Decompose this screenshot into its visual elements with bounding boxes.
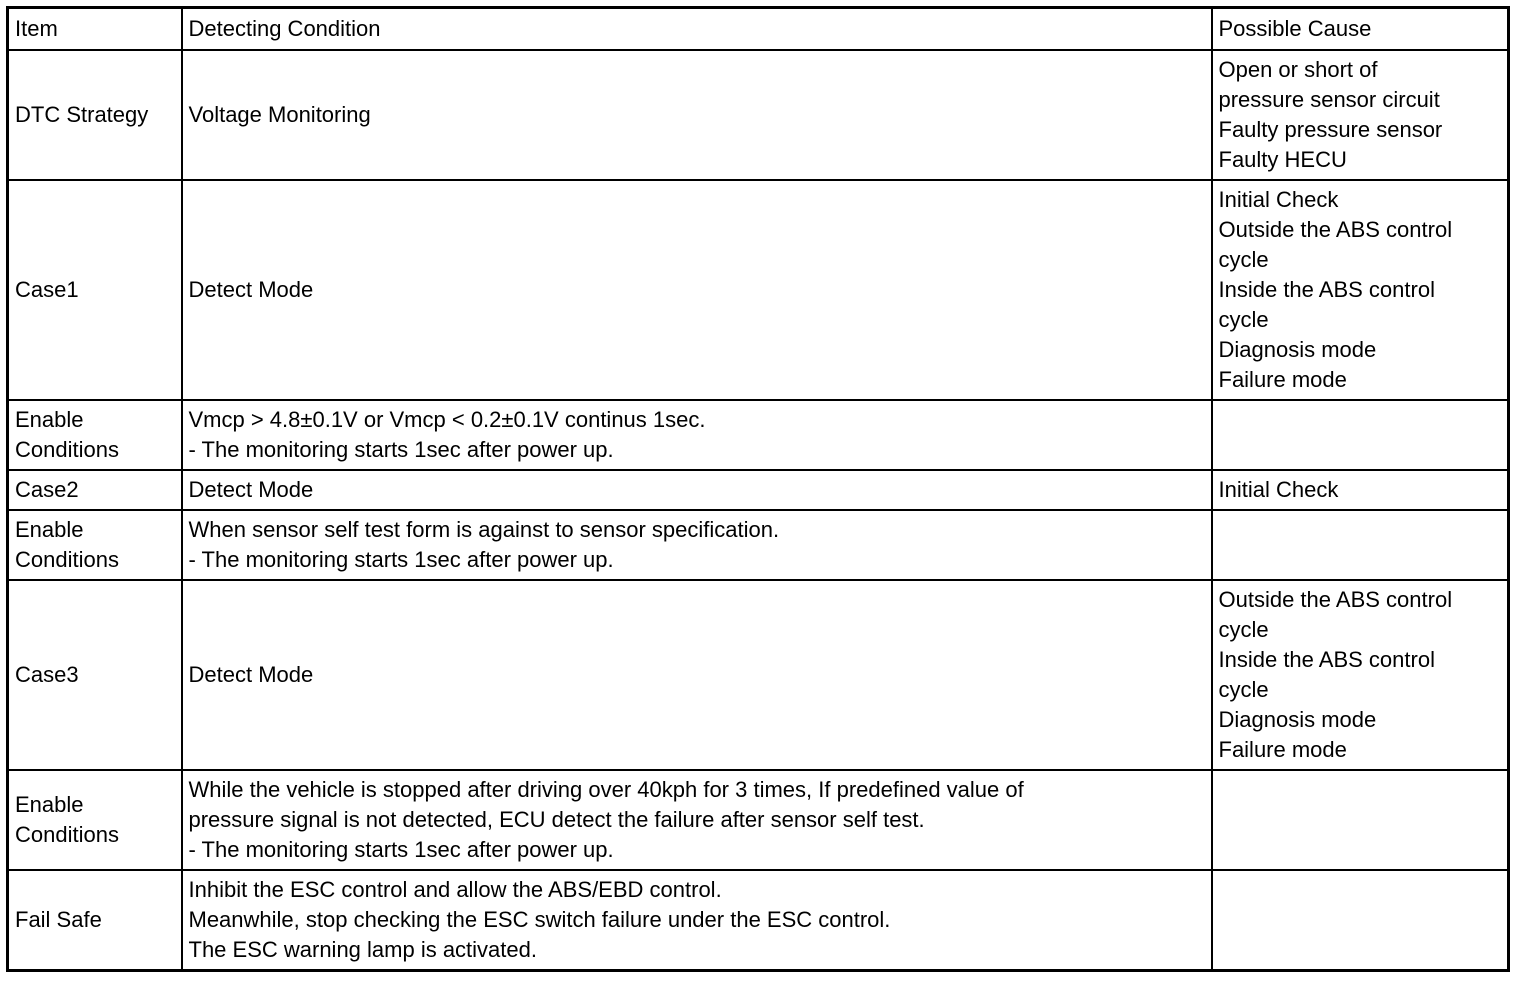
detecting-condition-cell bbox=[182, 870, 1212, 971]
cell-line: The ESC warning lamp is activated. bbox=[188, 937, 537, 962]
cell-line: Open or short of bbox=[1218, 57, 1378, 82]
item-cell bbox=[8, 770, 182, 870]
table-row bbox=[8, 470, 1509, 510]
cell-line: Enable bbox=[15, 517, 84, 542]
cell-line: While the vehicle is stopped after driving over 40kph for 3 times, If predefined value of bbox=[188, 777, 1024, 802]
cell-line: cycle bbox=[1218, 307, 1269, 332]
cell-line: cycle bbox=[1218, 617, 1269, 642]
cell-line: Inside the ABS control bbox=[1218, 647, 1435, 672]
detecting-condition-cell bbox=[182, 510, 1212, 580]
dtc-table bbox=[6, 6, 1510, 972]
cell-line: Detect Mode bbox=[188, 662, 314, 687]
item-cell bbox=[8, 870, 182, 971]
cell-line: Detect Mode bbox=[188, 477, 314, 502]
cell-line: Case2 bbox=[15, 477, 79, 502]
cell-line: - The monitoring starts 1sec after power up. bbox=[188, 547, 614, 572]
table-row bbox=[8, 400, 1509, 470]
table-header-row bbox=[8, 8, 1509, 51]
detecting-condition-cell bbox=[182, 400, 1212, 470]
header-item: Item bbox=[8, 8, 182, 51]
cell-line: Faulty HECU bbox=[1218, 147, 1347, 172]
detecting-condition-cell bbox=[182, 180, 1212, 400]
possible-cause-cell bbox=[1212, 470, 1509, 510]
cell-line: Inhibit the ESC control and allow the ABS/EBD control. bbox=[188, 877, 722, 902]
cell-line: Case3 bbox=[15, 662, 79, 687]
cell-line: When sensor self test form is against to sensor specification. bbox=[188, 517, 780, 542]
table-row bbox=[8, 50, 1509, 180]
table-body bbox=[8, 8, 1509, 971]
cell-line: cycle bbox=[1218, 677, 1269, 702]
cell-line: Enable bbox=[15, 407, 84, 432]
item-cell bbox=[8, 180, 182, 400]
cell-line: cycle bbox=[1218, 247, 1269, 272]
cell-line: pressure signal is not detected, ECU detect the failure after sensor self test. bbox=[188, 807, 925, 832]
table-row bbox=[8, 870, 1509, 971]
cell-line: - The monitoring starts 1sec after power up. bbox=[188, 437, 614, 462]
detecting-condition-cell bbox=[182, 470, 1212, 510]
table-row bbox=[8, 580, 1509, 770]
cell-line: Conditions bbox=[15, 437, 119, 462]
item-cell bbox=[8, 50, 182, 180]
detecting-condition-cell bbox=[182, 50, 1212, 180]
header-detecting-condition: Detecting Condition bbox=[182, 8, 1212, 51]
cell-line: Enable bbox=[15, 792, 84, 817]
possible-cause-cell bbox=[1212, 870, 1509, 971]
cell-line: - The monitoring starts 1sec after power up. bbox=[188, 837, 614, 862]
cell-line: Detect Mode bbox=[188, 277, 314, 302]
cell-line: Failure mode bbox=[1218, 737, 1347, 762]
header-possible-cause: Possible Cause bbox=[1212, 8, 1509, 51]
cell-line: Voltage Monitoring bbox=[188, 102, 371, 127]
table-row bbox=[8, 510, 1509, 580]
cell-line: Initial Check bbox=[1218, 187, 1339, 212]
cell-line: Diagnosis mode bbox=[1218, 337, 1377, 362]
possible-cause-cell bbox=[1212, 180, 1509, 400]
cell-line: Inside the ABS control bbox=[1218, 277, 1435, 302]
possible-cause-cell bbox=[1212, 510, 1509, 580]
cell-line: Conditions bbox=[15, 547, 119, 572]
table-row bbox=[8, 770, 1509, 870]
item-cell bbox=[8, 400, 182, 470]
possible-cause-cell bbox=[1212, 770, 1509, 870]
cell-line: Case1 bbox=[15, 277, 79, 302]
detecting-condition-cell bbox=[182, 580, 1212, 770]
item-cell bbox=[8, 580, 182, 770]
cell-line: Failure mode bbox=[1218, 367, 1347, 392]
cell-line: pressure sensor circuit bbox=[1218, 87, 1440, 112]
cell-line: Outside the ABS control bbox=[1218, 217, 1453, 242]
possible-cause-cell bbox=[1212, 580, 1509, 770]
possible-cause-cell bbox=[1212, 50, 1509, 180]
detecting-condition-cell bbox=[182, 770, 1212, 870]
cell-line: Vmcp > 4.8±0.1V or Vmcp < 0.2±0.1V continus 1sec. bbox=[188, 407, 706, 432]
cell-line: Initial Check bbox=[1218, 477, 1339, 502]
cell-line: Fail Safe bbox=[15, 907, 102, 932]
cell-line: DTC Strategy bbox=[15, 102, 149, 127]
cell-line: Outside the ABS control bbox=[1218, 587, 1453, 612]
cell-line: Conditions bbox=[15, 822, 119, 847]
item-cell bbox=[8, 510, 182, 580]
table-row bbox=[8, 180, 1509, 400]
item-cell bbox=[8, 470, 182, 510]
cell-line: Faulty pressure sensor bbox=[1218, 117, 1443, 142]
possible-cause-cell bbox=[1212, 400, 1509, 470]
cell-line: Diagnosis mode bbox=[1218, 707, 1377, 732]
cell-line: Meanwhile, stop checking the ESC switch failure under the ESC control. bbox=[188, 907, 891, 932]
